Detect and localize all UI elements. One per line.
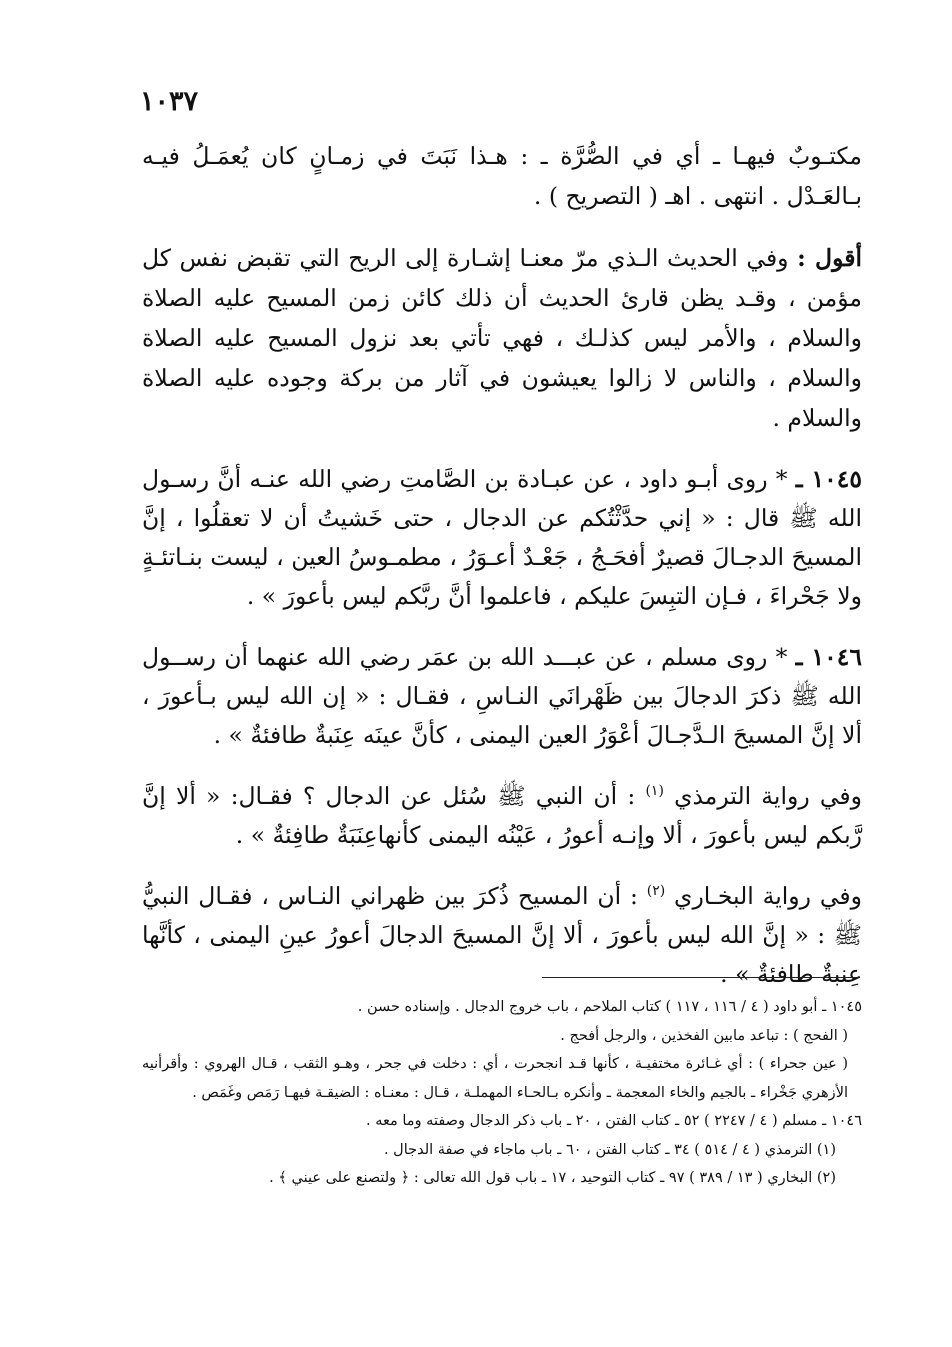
paragraph-text: : أن النبي ﷺ سُئل عن الدجال ؟ فقـال: « ألا إنَّ رَّبكم ليس بأعورَ ، ألا وإنـه أعورُ ، عَيْنُه اليمنى كأنهاعِنَبَةٌ طافِئةٌ » .	[142, 782, 862, 849]
hadith-number: ١٠٤٥ ـ	[795, 465, 862, 493]
paragraph-text: : أن المسيح ذُكرَ بين ظهراني النـاس ، فقـال النبيُّ ﷺ : « إنَّ الله ليس بأعورَ ، ألا إنَّ المسيحَ الدجالَ أعورُ عينِ اليمنى ، كأنَّها عِنبةٌ طافئةٌ » .	[142, 882, 862, 988]
paragraph-aqul	[142, 238, 862, 438]
hadith-number: ١٠٤٦ ـ	[795, 643, 862, 671]
footnote-1045: ١٠٤٥ ـ أبو داود ( ٤ / ١١٦ ، ١١٧ ) كتاب الملاحم ، باب خروج الدجال . وإسناده حسن .	[357, 999, 862, 1015]
paragraph-text: وفي الحديث الـذي مرّ معنـا إشـارة إلى الريح التي تقبض نفس كل مؤمن ، وقـد يظن قارئ الحديث أن ذلك كائن زمن المسيح عليه الصلاة والسلام ، والأمر ليس كذلـك ، فهي تأتي بعد نزول المسيح عليه الصلاة والسلام ، والناس لا زالوا يعيشون في آثار من بركة وجوده عليه الصلاة والسلام .	[142, 244, 862, 432]
page-number: ١٠٣٧	[140, 86, 199, 117]
footnote-fahaj: ( الفحج ) : تباعد مابين الفخذين ، والرجل أفحج .	[560, 1027, 848, 1044]
paragraph-tirmidhi	[142, 777, 862, 855]
footnote-marker: (٢)	[646, 883, 666, 900]
paragraph-tasrih	[142, 136, 862, 216]
paragraph-lead-text: وفي رواية البخـاري	[665, 882, 863, 910]
footnote-divider	[542, 977, 860, 978]
paragraph-lead-text: وفي رواية الترمذي	[663, 782, 862, 810]
paragraph-lead: أقول :	[797, 244, 862, 272]
footnote-bukhari: (٢) البخاري ( ١٣ / ٣٨٩ ) ٩٧ ـ كتاب التوحيد ، ١٧ ـ باب قول الله تعالى : ﴿ ولتصنع على عيني ﴾ .	[269, 1170, 836, 1186]
hadith-1046	[142, 638, 862, 755]
hadith-1045	[142, 460, 862, 616]
footnote-tirmidhi: (١) الترمذي ( ٤ / ٥١٤ ) ٣٤ ـ كتاب الفتن ، ٦٠ ـ باب ماجاء في صفة الدجال .	[383, 1141, 836, 1158]
footnotes	[142, 993, 862, 1193]
footnote-1046: ١٠٤٦ ـ مسلم ( ٤ / ٢٢٤٧ ) ٥٢ ـ كتاب الفتن ، ٢٠ ـ باب ذكر الدجال وصفته وما معه .	[366, 1113, 862, 1129]
footnote-marker: (١)	[645, 783, 664, 800]
footnote-jahra: ( عين جحراء ) : أي غـائرة مختفيـة ، كأنها قـد انجحرت ، أي : دخلت في جحر ، وهـو الثقب ، قـال الهروي : وأقرأنيه الأزهري جَخْراء ـ بالجيم والخاء المعجمة ـ وأنكره بـالحـاء المهملـة ، قـال : معنـاه : الضيقـة فيهـا رَمَص وغَمَص .	[142, 1056, 848, 1101]
main-text	[142, 136, 862, 1016]
paragraph-text: مكتـوبٌ فيهـا ـ أي في الصُّرَّة ـ : هـذا نَبَتَ في زمـانٍ كان يُعمَـلُ فيـه بـالعَـدْل . انتهى . اهـ ( التصريح ) .	[142, 142, 862, 210]
hadith-text: * روى أبـو داود ، عن عبـادة بن الصَّامتِ رضي الله عنـه أنَّ رسـول الله ﷺ قال : « إني حدَّثْتُكم عن الدجال ، حتى خَشيتُ أن لا تعقلُوا ، إنَّ المسيحَ الدجـالَ قصيرٌ أفحَـجُ ، جَعْـدٌ أعـوَرُ ، مطمـوسُ العين ، ليست بنـاتئـةٍ ولا جَحْراءَ ، فـإن التبِسَ عليكم ، فاعلموا أنَّ ربَّكم ليس بأعورَ » .	[142, 465, 862, 610]
hadith-text: * روى مسلم ، عن عبـــد الله بن عمَر رضي الله عنهما أن رســول الله ﷺ ذكرَ الدجالَ بين ظَهْرانَي النـاسِ ، فقـال : « إن الله ليس بـأعورَ ، ألا إنَّ المسيحَ الـدَّجـالَ أعْوَرُ العين اليمنى ، كأنَّ عينَه عِنَبةٌ طافئةٌ » .	[142, 643, 862, 749]
